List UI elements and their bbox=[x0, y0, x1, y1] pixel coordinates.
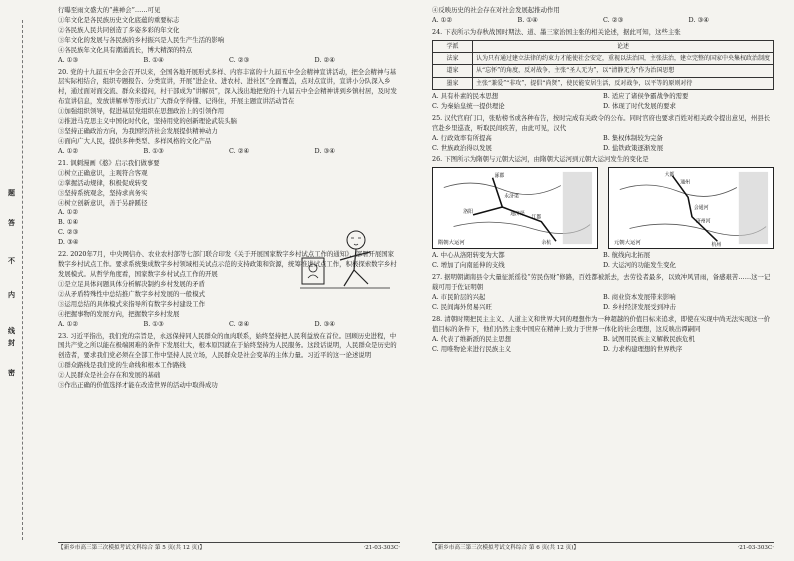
map-label: 杭州 bbox=[711, 242, 722, 249]
table-cell: 认为只有通过建立法律的约束力才能使社会安定，重视以法治国，主张法治，建立完整的国家中央集权政治制度 bbox=[473, 53, 774, 65]
gutter-char: 不 bbox=[8, 256, 15, 265]
table-row bbox=[433, 53, 774, 65]
question-text: 20. 党的十九届五中全会召开以来，全国各地开展形式多样、内容丰富的十九届五中全会精神宣讲活动，把全会精神与基层实际相结合，组织专题报告、分类宣讲，开展“进企业、进农村、进社区”全面覆盖，点对点宣讲，宣讲小分队深入乡村，通过面对面交流、群众来提问，村干部成为“讲解员”，深入浅出地把党的十九届五中全会精神讲到乡镇村居，及时发布宣讲信息，发放讲解单等形式让广大群众学得懂、记得住，开展主题宣讲活动旨在 bbox=[58, 67, 397, 106]
option-d[interactable]: D. 盐铁政策逐渐发展 bbox=[603, 143, 664, 152]
question-25 bbox=[432, 114, 774, 154]
option-d[interactable]: D. 乡村经济发展受到冲击 bbox=[603, 303, 676, 312]
option-c[interactable]: C. 为秦始皇统一提供理论 bbox=[432, 101, 505, 110]
option-a[interactable]: A. ①② bbox=[432, 15, 453, 24]
option-d[interactable]: D. ③④ bbox=[688, 15, 709, 24]
gutter-char: 线 bbox=[8, 326, 15, 335]
question-text: 23. 习近平指出，我们党的宗旨是，永远保持同人民群众的血肉联系，始终坚持把人民利益放在首位。回顾历史进程，中国共产党之所以能在极端困难的条件下发展壮大，根本原因就在于始终坚持为人民服务。这段话说明，人民群众是历史的创造者，要求我们党必须在全部工作中坚持人民立场，人民群众是社会变革的主体力量。习近平的这一论述说明 bbox=[58, 331, 397, 360]
option-c[interactable]: C. ②③ bbox=[58, 228, 79, 237]
right-page bbox=[432, 6, 774, 538]
option-a[interactable]: A. ①② bbox=[58, 319, 79, 328]
option-a[interactable]: A. ①② bbox=[58, 208, 79, 217]
table-cell: 墨家 bbox=[433, 77, 473, 89]
question-23 bbox=[58, 332, 400, 392]
option-d[interactable]: D. ③④ bbox=[314, 146, 335, 155]
question-26 bbox=[432, 155, 774, 271]
cartoon-illustration bbox=[296, 226, 394, 296]
answer-options bbox=[432, 335, 774, 355]
answer-options bbox=[432, 16, 774, 26]
map-label: 大都 bbox=[664, 172, 675, 179]
option-a[interactable]: A. 中心从洛阳转变为大都 bbox=[432, 251, 505, 260]
option-b[interactable]: B. 航线向北拓展 bbox=[603, 251, 651, 260]
question-item: ①树立正确意识，主观符合客观 bbox=[58, 168, 148, 177]
map-label: 济州河 bbox=[695, 219, 711, 226]
answer-options bbox=[432, 134, 774, 154]
map-label: 余杭 bbox=[541, 240, 552, 247]
map-title: 隋朝大运河 bbox=[437, 240, 465, 247]
question-item: ②人民群众是社会存在和发展的基础 bbox=[58, 371, 161, 380]
gutter-char: 密 bbox=[8, 368, 15, 377]
map-label: 涿郡 bbox=[494, 173, 505, 180]
question-20 bbox=[58, 68, 400, 157]
page-footer-left bbox=[58, 542, 400, 554]
map-yuan-canal bbox=[608, 167, 774, 249]
option-a[interactable]: A. ①② bbox=[58, 146, 79, 155]
footer-title: 【新乡市高三第三次模拟考试文科综合 第 6 页(共 12 页)】 bbox=[432, 545, 579, 552]
question-item: ③运用总结的具体模式来指导所有数字乡村建设工作 bbox=[58, 299, 205, 308]
option-d[interactable]: D. 力求构建理想的世界秩序 bbox=[603, 344, 683, 353]
question-28 bbox=[432, 315, 774, 355]
option-b[interactable]: B. ①③ bbox=[143, 319, 164, 328]
table-row bbox=[433, 65, 774, 77]
option-c[interactable]: C. 世族政治得以发展 bbox=[432, 143, 492, 152]
answer-options bbox=[58, 56, 400, 66]
table-cell: 从“忘怀”的角度，反对战争，主张“圣人无为”，以“清静无为”作为治国思想 bbox=[473, 65, 774, 77]
question-24 bbox=[432, 28, 774, 112]
option-b[interactable]: B. 试图用民族主义解救民族危机 bbox=[603, 334, 695, 343]
question-text: 21. 讽刺漫画《憨》启示我们做事要 bbox=[58, 158, 160, 167]
question-item: ②推进马克思主义中国化时代化，坚持用党的创新理论武装头脑 bbox=[58, 117, 237, 126]
option-b[interactable]: B. ①③ bbox=[143, 146, 164, 155]
question-27 bbox=[432, 273, 774, 313]
question-item: ①是立足具体问题具体分析解决制约乡村发展的矛盾 bbox=[58, 279, 205, 288]
option-c[interactable]: C. 民间海外贸易兴旺 bbox=[432, 303, 492, 312]
gutter-char: 内 bbox=[8, 290, 15, 299]
question-item: ②从矛盾特殊性中总结推广数字乡村发展的一般模式 bbox=[58, 289, 205, 298]
answer-options bbox=[58, 147, 400, 157]
option-a[interactable]: A. 市民阶层的兴起 bbox=[432, 293, 486, 302]
map-label: 通州 bbox=[680, 180, 691, 187]
question-text: 26. 下图所示为隋朝与元朝大运河，由隋朝大运河到元朝大运河发生的变化是 bbox=[432, 155, 649, 164]
option-a[interactable]: A. 具有朴素的民本思想 bbox=[432, 91, 499, 100]
gutter-char: 封 bbox=[8, 338, 15, 347]
question-21 bbox=[58, 159, 288, 248]
canal-maps bbox=[432, 167, 774, 249]
option-d[interactable]: D. 大运河的功能发生变化 bbox=[603, 261, 676, 270]
question-item: ③年文化的发展与各民族的乡村振兴是人民生产生活的影响 bbox=[58, 35, 225, 44]
answer-options bbox=[58, 320, 400, 330]
option-a[interactable]: A. 行政效率有所提高 bbox=[432, 133, 492, 142]
question-item: ①群众路线是我们党的生命线和根本工作路线 bbox=[58, 361, 186, 370]
question-text: 行曝至雨文盛大的“燕禅会”……可见 bbox=[58, 6, 161, 14]
option-b[interactable]: B. 适应了诸侯争霸战争的需要 bbox=[603, 91, 689, 100]
schools-table bbox=[432, 40, 774, 90]
answer-options bbox=[432, 251, 774, 271]
left-page bbox=[58, 6, 400, 538]
table-cell: 主张“兼爱”“非攻”，提倡“尚贤”，使民能安居生活，反对战争，以平等的原则对待 bbox=[473, 77, 774, 89]
question-item: ④面向广大人民，提供多种类型、多样风格的文化产品 bbox=[58, 136, 212, 145]
table-header-row bbox=[433, 40, 774, 52]
map-label: 洛阳 bbox=[463, 209, 474, 216]
question-19-tail bbox=[58, 6, 400, 66]
footer-title: 【新乡市高三第三次模拟考试文科综合 第 5 页(共 12 页)】 bbox=[58, 545, 205, 552]
question-23-tail bbox=[432, 6, 774, 26]
question-text: 28. 清朝时期把民主主义、人道主义和世界大同的理想作为一种超越的价值目标来追求，即使在实现中尚无法实现这一价值目标的条件下，他们仍然主张中国应在精神上致力于世界一体化的社会理想，这反映出谭嗣同 bbox=[432, 314, 771, 333]
table-header: 学派 bbox=[433, 40, 473, 52]
question-item: ①加强组织领导，促进基层党组织在思想政治上的引领作用 bbox=[58, 107, 225, 116]
answer-options bbox=[432, 92, 774, 112]
map-title: 元朝大运河 bbox=[613, 240, 641, 247]
option-d[interactable]: D. 体现了时代发展的要求 bbox=[603, 101, 676, 110]
map-label: 会通河 bbox=[693, 205, 709, 212]
question-text: 22. 2020年7月，中央网信办、农业农村部等七部门联合印发《关于开展国家数字乡村试点工作的通知》，部署开展国家数字乡村试点工作。要求系统集成数字乡村领域相关试点示范的支持政策和资源，统筹推进试点工作，积极探索数字乡村发展模式。从哲学角度看，国家数字乡村试点工作的开展 bbox=[58, 250, 397, 278]
table-cell: 法家 bbox=[433, 53, 473, 65]
option-a[interactable]: A. ①③ bbox=[58, 55, 79, 64]
question-text: 25. 汉代官府门口，张贴榜书或各种布告，按时完成有关政令的公布。同时官府也要求百姓对相关政令提出意见，州县长官赴乡里巡查，听取民间疾苦，由此可见，汉代 bbox=[432, 113, 771, 132]
question-item: ④树立创新意识，善于另辟蹊径 bbox=[58, 198, 148, 207]
option-c[interactable]: C. ②③ bbox=[603, 15, 624, 24]
map-label: 通济渠 bbox=[510, 211, 525, 218]
option-b[interactable]: B. ①④ bbox=[58, 218, 79, 227]
question-item: ③作出正确的价值选择才能在改造世界的活动中取得成功 bbox=[58, 381, 218, 390]
question-item: ①年文化是各民族历史文化底蕴的重要标志 bbox=[58, 15, 180, 24]
question-item: ④把握事物的发展方向，把握数字乡村发展 bbox=[58, 309, 180, 318]
option-b[interactable]: B. 商业资本发展带来影响 bbox=[603, 293, 676, 302]
table-cell: 道家 bbox=[433, 65, 473, 77]
question-item: ②各民族人民共同创造了多姿多彩的年文化 bbox=[58, 25, 180, 34]
option-c[interactable]: C. ②④ bbox=[229, 319, 250, 328]
option-d[interactable]: D. ③④ bbox=[314, 319, 335, 328]
option-c[interactable]: C. ②④ bbox=[229, 146, 250, 155]
option-b[interactable]: B. ①④ bbox=[143, 55, 164, 64]
option-a[interactable]: A. 代表了维新派的民主思想 bbox=[432, 334, 511, 343]
map-label: 永济渠 bbox=[504, 193, 519, 200]
question-text: 24. 下表所示为春秋战国时期法、道、墨三家治国主张的相关论述，据此可知，这些主张 bbox=[432, 27, 681, 36]
question-item: ③坚持正确政治方向，为我国经济社会发展提供精神动力 bbox=[58, 127, 218, 136]
table-row bbox=[433, 77, 774, 89]
map-sui-canal bbox=[432, 167, 598, 249]
option-c[interactable]: C. ②③ bbox=[229, 55, 250, 64]
option-b[interactable]: B. 集权体制较为完备 bbox=[603, 133, 663, 142]
option-d[interactable]: D. ②④ bbox=[314, 55, 335, 64]
gutter-char: 题 bbox=[8, 188, 15, 197]
binding-gutter bbox=[0, 0, 34, 561]
footer-code: ·21-03-303C· bbox=[363, 545, 400, 552]
table-header: 论述 bbox=[473, 40, 774, 52]
page-footer-right bbox=[432, 542, 774, 554]
option-b[interactable]: B. ①④ bbox=[517, 15, 538, 24]
option-c[interactable]: C. 用唯物论来进行民族主义 bbox=[432, 344, 512, 353]
seal-line bbox=[22, 20, 23, 540]
question-item: ②掌握活动规律，积极促成转变 bbox=[58, 178, 148, 187]
footer-code: ·21-03-303C· bbox=[737, 545, 774, 552]
question-item: ④各民族年文化具有潮涌流长，博大精深的特点 bbox=[58, 45, 193, 54]
question-item: ④反映历史的社会存在对社会发展起推动作用 bbox=[432, 6, 560, 14]
option-c[interactable]: C. 增加了向南延伸的支线 bbox=[432, 261, 505, 270]
option-d[interactable]: D. ③④ bbox=[58, 238, 79, 247]
map-label: 江都 bbox=[531, 215, 542, 222]
question-text: 27. 据明朝湖南县令大量征派徭役“劳民伤财”修路，百姓都被派去，去劳役者最多，以致冲风冒雨，备感艰苦……这一记载可用于佐证明朝 bbox=[432, 273, 771, 292]
gutter-char: 答 bbox=[8, 218, 15, 227]
question-item: ③坚持系统观念，坚持求真务实 bbox=[58, 188, 148, 197]
answer-options bbox=[432, 293, 774, 313]
